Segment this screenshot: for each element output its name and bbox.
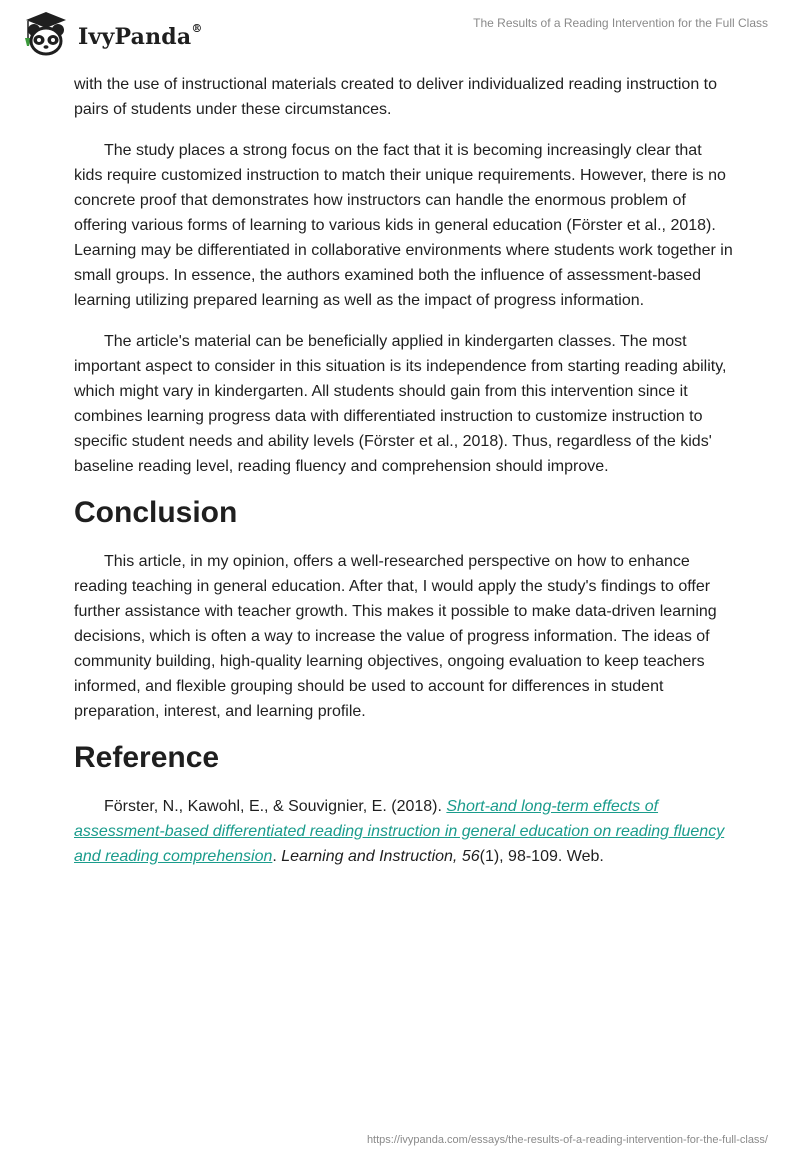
panda-graduate-icon	[14, 8, 76, 58]
reference-journal: Learning and Instruction,	[281, 848, 462, 865]
reference-issue-pages: (1), 98-109. Web.	[479, 848, 604, 865]
reference-authors: Förster, N., Kawohl, E., & Souvignier, E. (2018).	[104, 798, 447, 815]
reference-separator: .	[272, 848, 282, 865]
paragraph-article: The article's material can be beneficially applied in kindergarten classes. The most important aspect to consider in this situation is its independence from starting reading ability, which might vary in kindergarten. All students should gain from this intervention since it combines learning progress data with differentiated instruction to customize instruction to specific student needs and ability levels (Förster et al., 2018). Thus, regardless of the kids' baseline reading level, reading fluency and comprehension should improve.	[74, 333, 727, 475]
paragraph-study: The study places a strong focus on the fact that it is becoming increasingly clear that kids require customized instruction to match their unique requirements. However, there is no concrete proof that demonstrates how instructors can handle the enormous problem of offering various forms of learning to various kids in general education (Förster et al., 2018). Learning may be differentiated in collaborative environments where students work together in small groups. In essence, the authors examined both the influence of assessment-based learning utilizing prepared learning as well as the impact of progress information.	[74, 142, 733, 309]
brand-name: IvyPanda®	[78, 21, 203, 50]
article-content	[74, 72, 734, 885]
footer-url[interactable]: https://ivypanda.com/essays/the-results-of-a-reading-intervention-for-the-full-class/	[366, 1134, 768, 1146]
document-title: The Results of a Reading Intervention for the Full Class	[473, 16, 768, 30]
conclusion-heading: Conclusion	[74, 496, 238, 529]
paragraph-continued: with the use of instructional materials created to deliver individualized reading instruction to pairs of students under these circumstances.	[74, 76, 718, 118]
reference-title-link[interactable]: Short-and long-term effects of assessment-based differentiated reading instruction in general education on reading fluency and reading comprehension	[74, 798, 725, 865]
page-header	[0, 0, 800, 64]
reference-entry	[74, 794, 734, 869]
reference-volume: 56	[461, 848, 480, 865]
conclusion-paragraph: This article, in my opinion, offers a well-researched perspective on how to enhance reading teaching in general education. After that, I would apply the study's findings to offer further assistance with teacher growth. This makes it possible to make data-driven learning decisions, which is often a way to increase the value of progress information. The ideas of community building, high-quality learning objectives, ongoing evaluation to keep teachers informed, and flexible grouping should be used to account for differences in student preparation, interest, and learning profile.	[74, 553, 717, 720]
reference-heading: Reference	[74, 741, 220, 774]
brand-logo[interactable]	[14, 8, 224, 58]
